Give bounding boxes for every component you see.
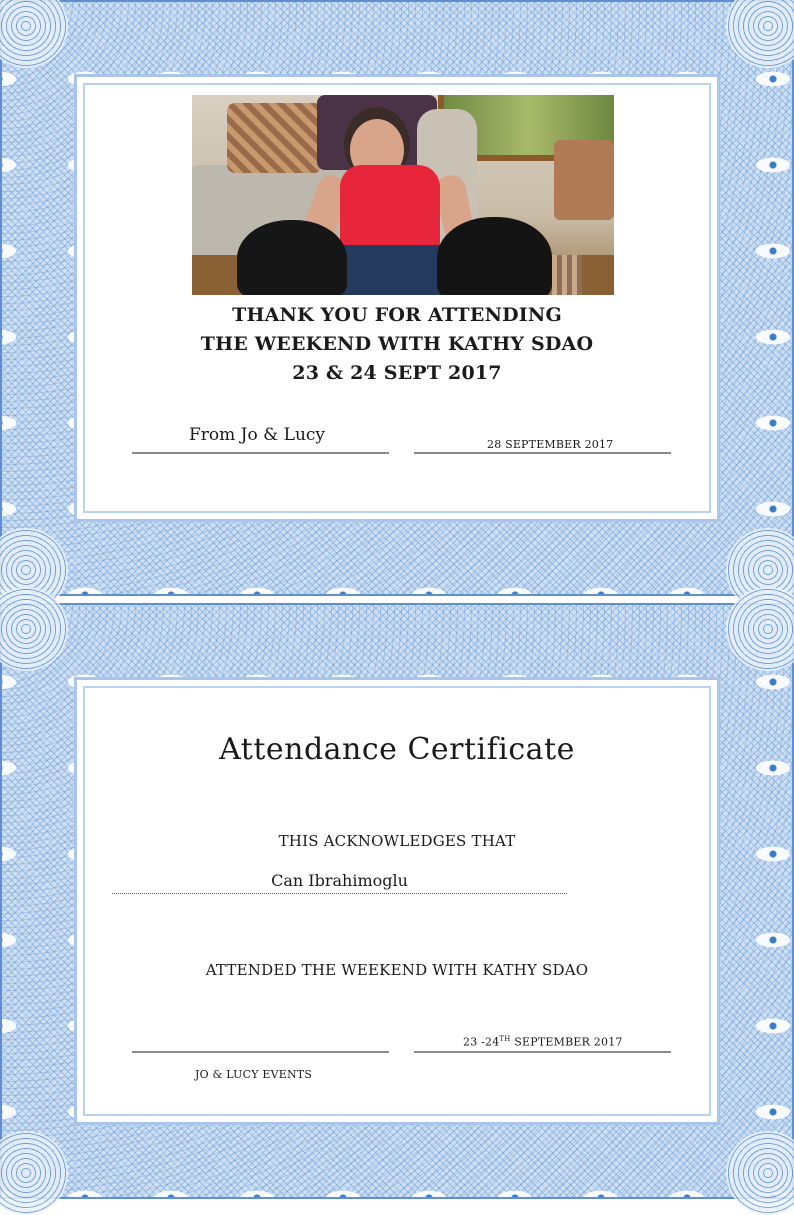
- certificate-title: Attendance Certificate: [219, 732, 575, 767]
- thank-you-heading: [77, 301, 717, 388]
- corner-ornament-icon: [0, 587, 68, 671]
- from-signature: From Jo & Lucy: [189, 425, 326, 445]
- organizer-name: JO & LUCY EVENTS: [195, 1068, 313, 1081]
- date-prefix: 23 -24: [463, 1035, 500, 1049]
- event-dates: [463, 1035, 623, 1049]
- issue-date: 28 SEPTEMBER 2017: [487, 438, 614, 451]
- certificate-panel: [74, 74, 720, 522]
- signature-line: [132, 1051, 389, 1053]
- date-superscript: TH: [499, 1035, 511, 1043]
- event-photo: [192, 95, 614, 295]
- signature-line: [132, 452, 389, 454]
- corner-ornament-icon: [0, 0, 68, 68]
- date-suffix: SEPTEMBER 2017: [510, 1035, 623, 1049]
- attendee-name: Can Ibrahimoglu: [271, 871, 408, 890]
- acknowledges-text: THIS ACKNOWLEDGES THAT: [278, 832, 516, 850]
- corner-ornament-icon: [726, 587, 794, 671]
- corner-ornament-icon: [0, 1131, 68, 1215]
- attended-text: ATTENDED THE WEEKEND WITH KATHY SDAO: [205, 961, 589, 979]
- corner-ornament-icon: [726, 1131, 794, 1215]
- date-line: [414, 452, 671, 454]
- heading-line-1: THANK YOU FOR ATTENDING: [232, 304, 562, 326]
- thank-you-certificate: [0, 0, 794, 596]
- corner-ornament-icon: [726, 0, 794, 68]
- heading-line-3: 23 & 24 SEPT 2017: [292, 362, 502, 384]
- heading-line-2: THE WEEKEND WITH KATHY SDAO: [200, 333, 594, 355]
- date-line: [414, 1051, 671, 1053]
- certificate-panel: [74, 677, 720, 1125]
- name-dotted-line: [112, 893, 567, 894]
- attendance-certificate: [0, 603, 794, 1199]
